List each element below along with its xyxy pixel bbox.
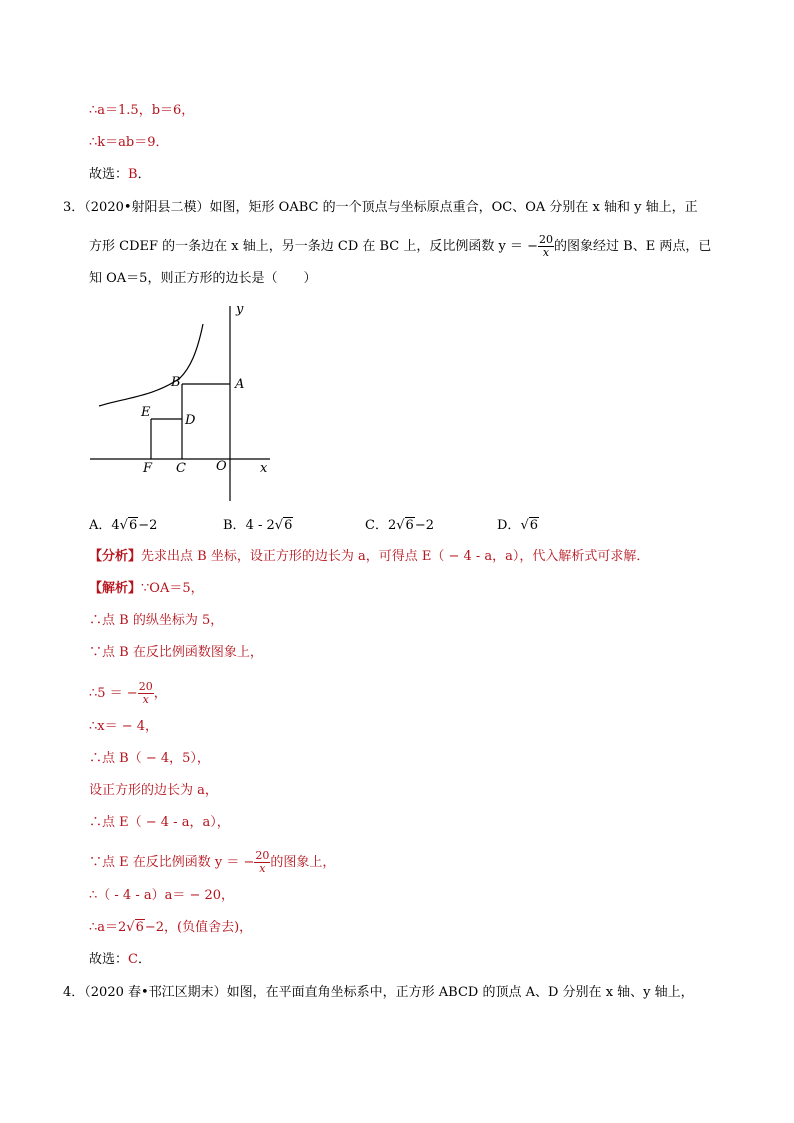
solution-text: ∴5 ＝ − — [89, 686, 138, 701]
fraction-denominator: x — [542, 246, 550, 259]
option-text-end: −2 — [414, 518, 434, 533]
fraction-20-over-x — [538, 234, 554, 259]
label-C: C — [176, 461, 186, 476]
option-D[interactable]: D．√6 — [497, 518, 539, 533]
solution-answer-line — [89, 951, 151, 969]
option-text: 2 — [387, 518, 397, 533]
intro-line-2: ∴k＝ab＝9． — [89, 135, 169, 150]
answer-end: ． — [137, 167, 151, 182]
question-stem-1: （2020 春•邗江区期末）如图，在平面直角坐标系中，正方形 ABCD 的顶点 A、D 分别在 x 轴、y 轴上， — [84, 985, 694, 1000]
radicand: 6 — [135, 920, 144, 935]
fraction-20-over-x — [138, 681, 154, 706]
fraction-denominator: x — [259, 862, 266, 875]
solution-line-4: ∴x＝ − 4， — [89, 719, 159, 734]
analysis-label: 【分析】 — [89, 549, 142, 564]
answer-prefix: 故选： — [89, 167, 129, 182]
fraction-20-over-x — [254, 850, 270, 875]
option-C[interactable]: C．2√6−2 — [365, 518, 434, 533]
option-text-end: −2 — [138, 518, 158, 533]
label-x: x — [260, 461, 268, 476]
question-stem-1: 如图，矩形 OABC 的一个顶点与坐标原点重合，OC、OA 分别在 x 轴和 y 轴上，正 — [209, 200, 698, 215]
solution-line-3 — [89, 681, 167, 706]
solution-line-7: ∴点 E（ − 4 - a，a）， — [89, 815, 230, 830]
option-text: 4 - 2 — [245, 518, 275, 533]
solution-line-9: ∴（ - 4 - a）a＝ − 20， — [89, 888, 235, 903]
solution-line-8 — [89, 850, 335, 875]
question-stem-2a: 方形 CDEF 的一条边在 x 轴上，另一条边 CD 在 BC 上，反比例函数 y ＝ − — [89, 239, 539, 254]
question-stem-2b: 的图象经过 B、E 两点，已 — [554, 239, 712, 254]
question-3-line-1 — [63, 199, 698, 217]
intro-line-1: ∴a＝1.5，b＝6， — [89, 103, 195, 118]
question-source: （2020•射阳县二模） — [84, 200, 210, 215]
question-3-line-3: 知 OA＝5，则正方形的边长是（ ） — [89, 271, 317, 286]
fraction-denominator: x — [142, 693, 149, 706]
hyperbola-curve — [99, 324, 203, 406]
radicand: 6 — [405, 518, 414, 533]
coordinate-figure — [85, 298, 285, 508]
label-O: O — [216, 459, 227, 474]
analysis-line — [89, 548, 649, 566]
solution-line-0 — [89, 580, 204, 598]
answer-letter: C — [128, 952, 138, 967]
solution-label: 【解析】 — [89, 581, 142, 596]
label-E: E — [141, 405, 151, 420]
fraction-numerator: 20 — [255, 849, 270, 862]
option-A[interactable]: A．4√6−2 — [89, 518, 158, 533]
radicand: 6 — [529, 518, 539, 533]
question-number: 4． — [63, 985, 85, 1000]
label-F: F — [143, 461, 153, 476]
option-letter: A． — [89, 518, 112, 533]
radicand: 6 — [128, 518, 138, 533]
answer-end: ． — [137, 952, 151, 967]
label-D: D — [185, 413, 196, 428]
radicand: 6 — [284, 518, 293, 533]
option-letter: B． — [223, 518, 246, 533]
question-3-line-2 — [89, 234, 711, 259]
label-B: B — [171, 375, 181, 390]
option-letter: C． — [365, 518, 388, 533]
analysis-text: 先求出点 B 坐标，设正方形的边长为 a，可得点 E（ − 4 - a，a），代入解析式可求解． — [141, 549, 650, 564]
solution-text-end: −2，(负值舍去)， — [144, 920, 253, 935]
solution-line-2: ∵点 B 在反比例函数图象上， — [89, 645, 263, 660]
fraction-numerator: 20 — [138, 680, 153, 693]
label-y: y — [236, 302, 244, 317]
solution-text-end: ， — [153, 686, 167, 701]
solution-line-1: ∴点 B 的纵坐标为 5， — [89, 613, 224, 628]
solution-first: ∵OA＝5， — [141, 581, 204, 596]
label-A: A — [235, 377, 245, 392]
intro-answer-line — [89, 166, 151, 184]
option-letter: D． — [497, 518, 521, 533]
question-number: 3． — [63, 200, 85, 215]
solution-line-5: ∴点 B（ − 4，5）， — [89, 751, 210, 766]
answer-prefix: 故选： — [89, 952, 129, 967]
solution-line-6: 设正方形的边长为 a， — [89, 783, 218, 798]
solution-line-10: ∴a＝2√6−2，(负值舍去)， — [89, 920, 253, 935]
solution-text: ∴a＝2 — [89, 920, 127, 935]
answer-letter: B — [128, 167, 138, 182]
option-B[interactable]: B．4 - 2√6 — [223, 518, 293, 533]
question-4-line-1 — [63, 984, 694, 1002]
solution-text: ∵点 E 在反比例函数 y ＝ − — [89, 855, 255, 870]
option-text: 4 — [111, 518, 120, 533]
solution-text-end: 的图象上， — [270, 855, 336, 870]
fraction-numerator: 20 — [539, 233, 554, 246]
